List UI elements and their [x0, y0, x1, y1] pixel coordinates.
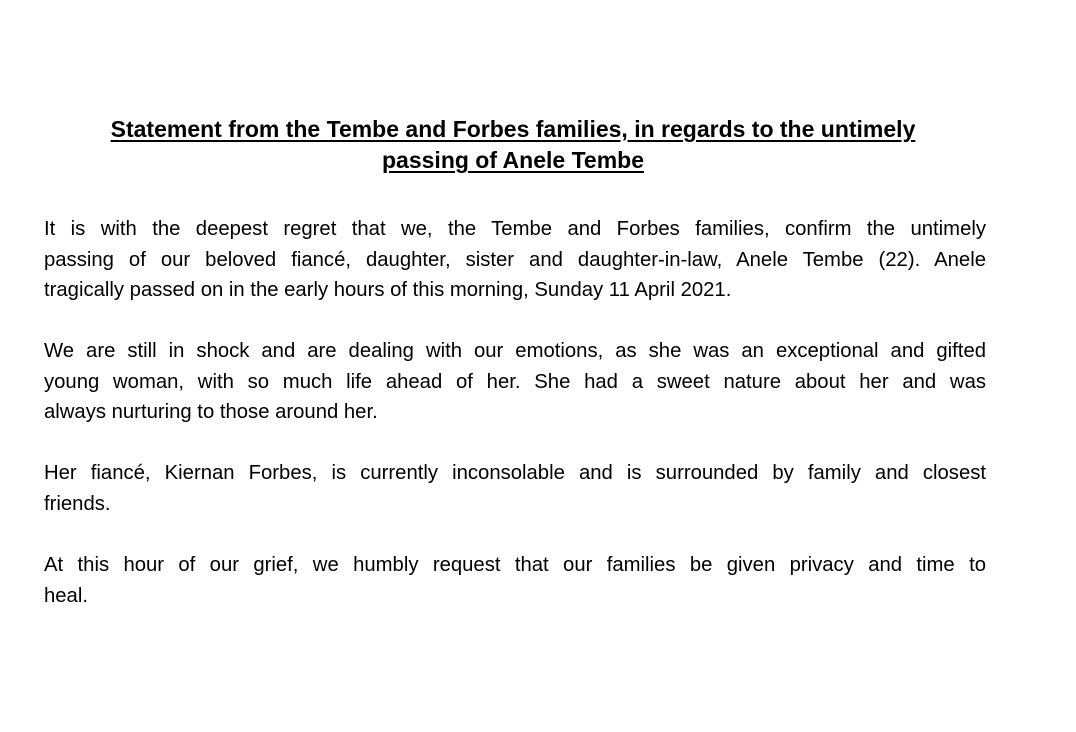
paragraph-tribute — [44, 336, 986, 428]
paragraph-line: friends. — [44, 492, 111, 515]
paragraph-line: At this hour of our grief, we humbly request that our families be given privacy and time to — [44, 554, 986, 576]
title-line-2: passing of Anele Tembe — [382, 147, 644, 173]
paragraph-line: tragically passed on in the early hours of this morning, Sunday 11 April 2021. — [44, 279, 732, 301]
paragraph-privacy-request — [44, 550, 986, 611]
paragraph-line: It is with the deepest regret that we, the Tembe and Forbes families, confirm the untimely — [44, 218, 986, 240]
title-line-1: Statement from the Tembe and Forbes families, in regards to the untimely — [110, 116, 916, 142]
paragraph-fiance — [44, 458, 986, 519]
paragraph-line: heal. — [44, 584, 88, 607]
paragraph-line: passing of our beloved fiancé, daughter, sister and daughter-in-law, Anele Tembe (22). Anele — [44, 248, 986, 271]
statement-title — [40, 114, 986, 176]
paragraph-line: We are still in shock and are dealing with our emotions, as she was an exceptional and gifted — [44, 340, 986, 362]
paragraph-announcement — [44, 214, 986, 306]
paragraph-line: always nurturing to those around her. — [44, 401, 378, 423]
paragraph-line: Her fiancé, Kiernan Forbes, is currently inconsolable and is surrounded by family and closest — [44, 462, 986, 484]
paragraph-line: young woman, with so much life ahead of her. She had a sweet nature about her and was — [44, 370, 986, 393]
